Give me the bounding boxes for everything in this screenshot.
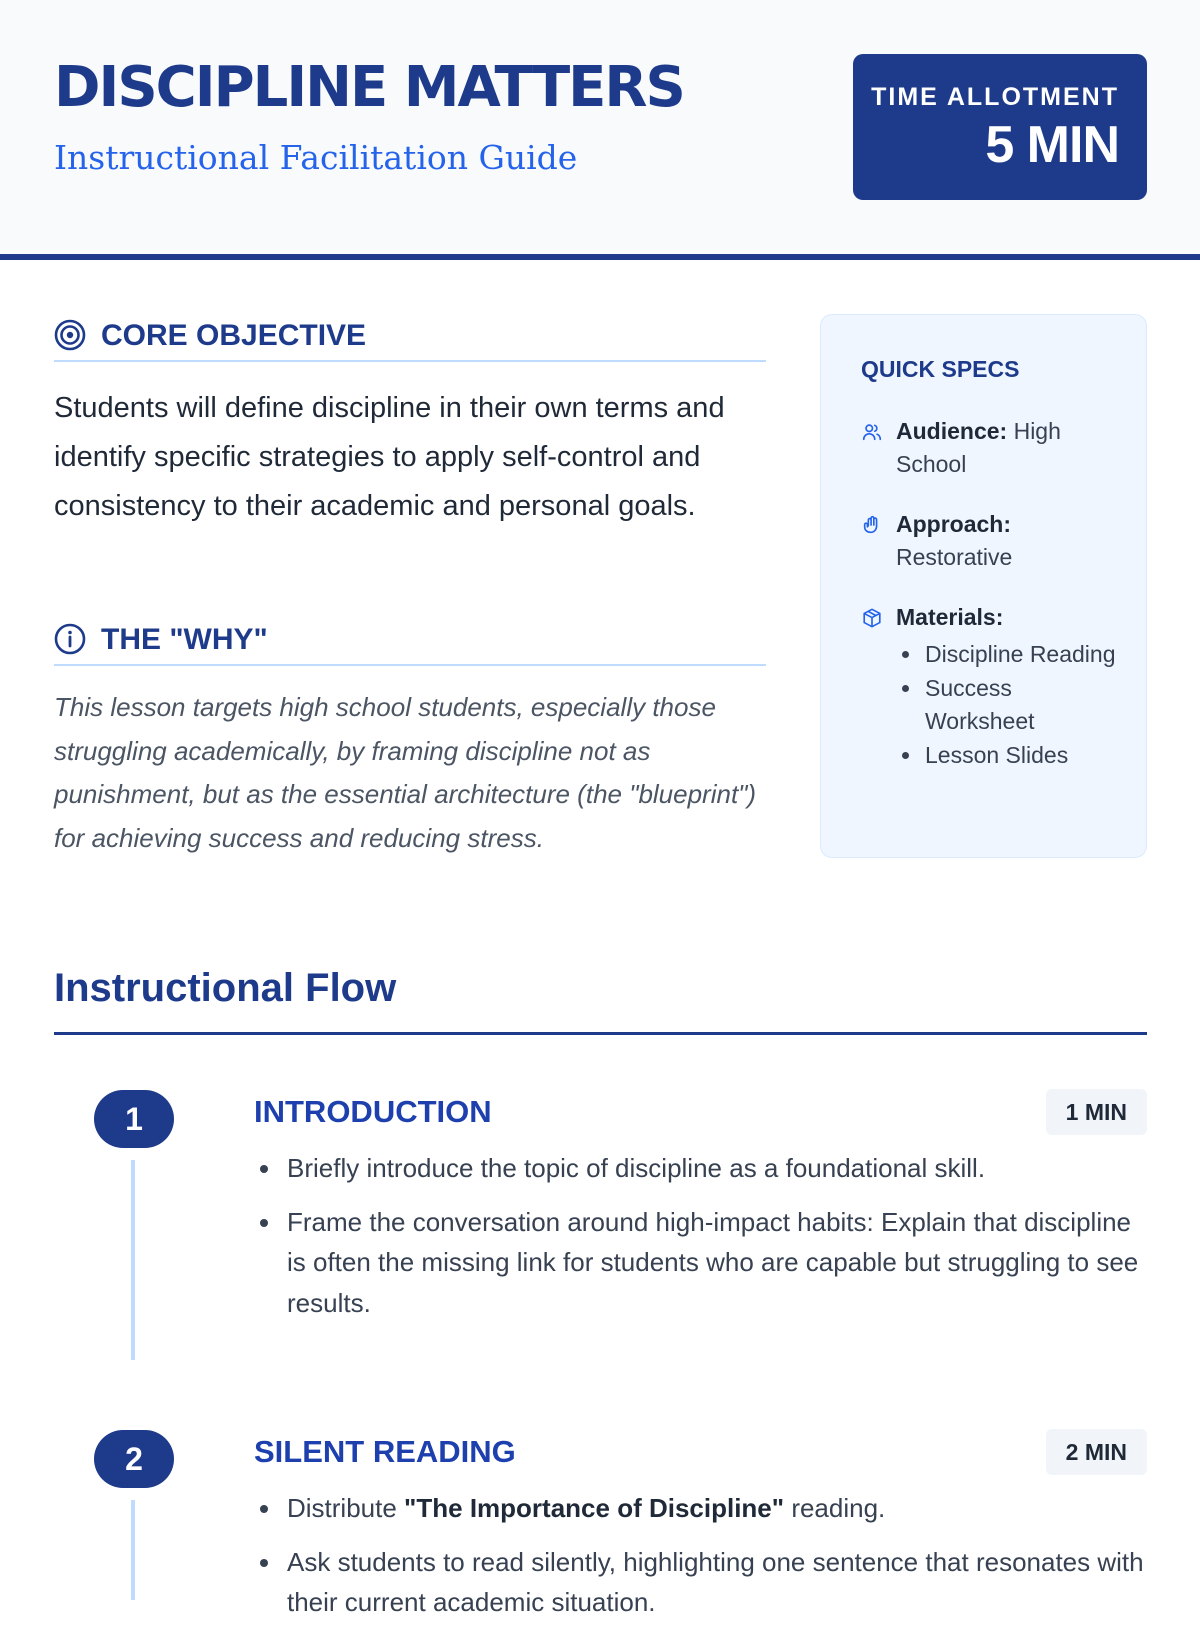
why-text: This lesson targets high school students, especially those struggling academically, by framing discipline not as punishment, but as the essential architecture (the "blueprint") for achieving success and reducing stress. — [54, 692, 757, 853]
spec-audience-label: Audience: — [896, 418, 1008, 444]
info-icon — [54, 623, 86, 655]
step-bullet: Frame the conversation around high-impact habits: Explain that discipline is often the missing link for students who are capable but struggling to see results. — [254, 1202, 1144, 1324]
step-number-2: 2 — [94, 1430, 174, 1488]
spec-audience-value: High School — [896, 418, 1061, 477]
spec-approach-value: Restorative — [896, 544, 1013, 570]
step-bullet-text: reading. — [784, 1493, 886, 1523]
time-allotment-label: TIME ALLOTMENT — [871, 83, 1119, 111]
step-title-2: SILENT READING — [254, 1434, 516, 1469]
step-connector-1 — [131, 1160, 135, 1360]
step-connector-2 — [131, 1500, 135, 1600]
instructional-flow-title: Instructional Flow — [54, 966, 397, 1010]
package-icon — [861, 607, 883, 629]
page-subtitle: Instructional Facilitation Guide — [54, 138, 578, 177]
time-allotment-badge — [853, 54, 1147, 200]
step-bullet: Ask students to read silently, highlighting one sentence that resonates with their current academic situation. — [254, 1542, 1144, 1623]
step-title-1: INTRODUCTION — [254, 1094, 492, 1129]
spec-materials-label: Materials: — [896, 604, 1004, 630]
step-time-badge-1: 1 MIN — [1046, 1089, 1147, 1135]
step-bullet — [254, 1488, 1144, 1529]
page-title: DISCIPLINE MATTERS — [54, 55, 684, 120]
quick-specs-panel — [820, 314, 1147, 858]
step-bullets-1 — [254, 1148, 1144, 1336]
users-icon — [861, 421, 883, 443]
hand-icon — [861, 514, 883, 536]
core-objective-text: Students will define discipline in their own terms and identify specific strategies to apply self-control and consistency to their academic and personal goals. — [54, 392, 725, 522]
spec-approach-label: Approach: — [896, 511, 1011, 537]
step-bullets-2 — [254, 1488, 1144, 1636]
materials-list — [923, 638, 1121, 772]
spec-materials — [861, 601, 1121, 772]
quick-specs-title: QUICK SPECS — [861, 356, 1020, 382]
step-time-badge-2: 2 MIN — [1046, 1429, 1147, 1475]
step-bullet-text: Distribute — [287, 1493, 405, 1523]
core-objective-heading — [54, 312, 766, 362]
spec-approach — [861, 508, 1121, 574]
step-number-1: 1 — [94, 1090, 174, 1148]
core-objective-title: CORE OBJECTIVE — [101, 319, 367, 352]
materials-item: • Lesson Slides — [923, 739, 1121, 773]
why-heading — [54, 616, 766, 666]
page-header — [0, 0, 1200, 260]
time-allotment-value: 5 MIN — [985, 116, 1119, 174]
target-icon — [54, 319, 86, 351]
materials-item: • Success Worksheet — [923, 672, 1121, 739]
reading-title: "The Importance of Discipline" — [404, 1493, 785, 1523]
spec-audience — [861, 415, 1121, 481]
flow-divider — [54, 1032, 1147, 1035]
step-bullet: Briefly introduce the topic of discipline as a foundational skill. — [254, 1148, 1144, 1189]
materials-item: • Discipline Reading — [923, 638, 1121, 672]
why-title: THE "WHY" — [101, 623, 268, 656]
